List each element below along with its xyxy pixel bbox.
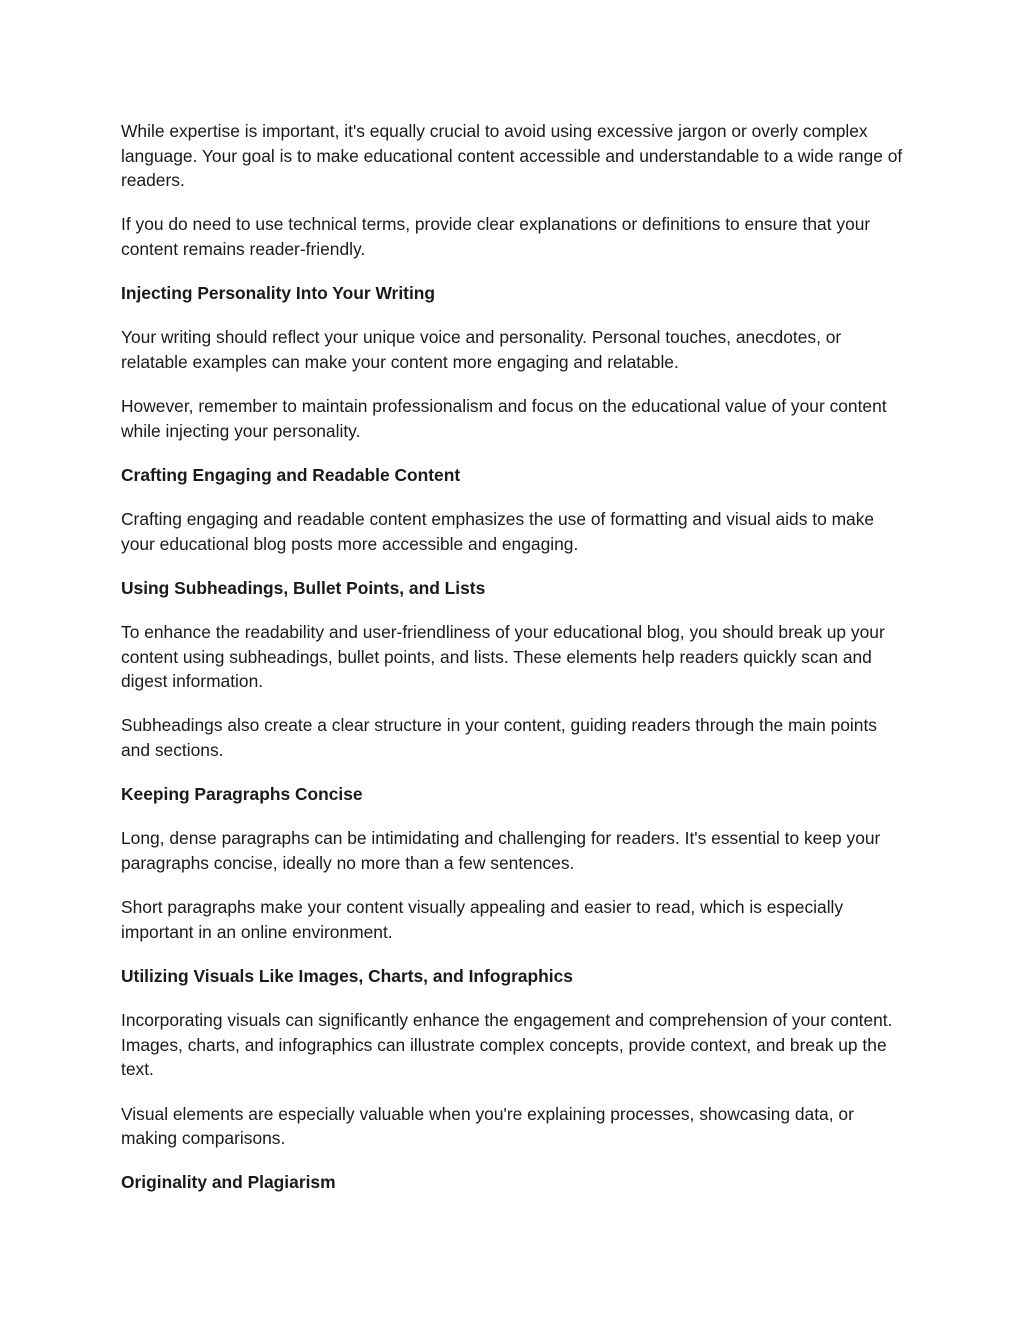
paragraph: Visual elements are especially valuable when you're explaining processes, showcasing data, or making comparisons. (121, 1103, 854, 1149)
paragraph: Short paragraphs make your content visually appealing and easier to read, which is especially important in an online environment. (121, 897, 844, 942)
document-page (121, 119, 903, 1215)
paragraph: If you do need to use technical terms, provide clear explanations or definitions to ensure that your content remains reader-friendly. (121, 214, 871, 259)
section-heading: Injecting Personality Into Your Writing (121, 283, 436, 304)
section-heading: Crafting Engaging and Readable Content (121, 464, 461, 485)
section-heading: Originality and Plagiarism (121, 1172, 336, 1193)
paragraph: Subheadings also create a clear structure in your content, guiding readers through the main points and sections. (121, 715, 877, 761)
paragraph: Your writing should reflect your unique voice and personality. Personal touches, anecdotes, or relatable examples can make your content more engaging and relatable. (121, 327, 842, 372)
paragraph: Crafting engaging and readable content emphasizes the use of formatting and visual aids to make your educational blog posts more accessible and engaging. (121, 509, 875, 554)
section-heading: Keeping Paragraphs Concise (121, 784, 363, 805)
paragraph: Long, dense paragraphs can be intimidating and challenging for readers. It's essential to keep your paragraphs concise, ideally no more than a few sentences. (121, 828, 881, 873)
paragraph: While expertise is important, it's equally crucial to avoid using excessive jargon or overly complex language. Your goal is to make educational content accessible and understandable to a wide range of readers. (121, 121, 903, 191)
paragraph: Incorporating visuals can significantly enhance the engagement and comprehension of your content. Images, charts, and infographics can illustrate complex concepts, provide context, and break up the text. (121, 1010, 893, 1080)
paragraph: To enhance the readability and user-friendliness of your educational blog, you should break up your content using subheadings, bullet points, and lists. These elements help readers quickly scan and digest information. (121, 622, 885, 692)
section-heading: Using Subheadings, Bullet Points, and Lists (121, 577, 486, 598)
paragraph: However, remember to maintain professionalism and focus on the educational value of your content while injecting your personality. (121, 396, 887, 441)
section-heading: Utilizing Visuals Like Images, Charts, and Infographics (121, 965, 573, 986)
